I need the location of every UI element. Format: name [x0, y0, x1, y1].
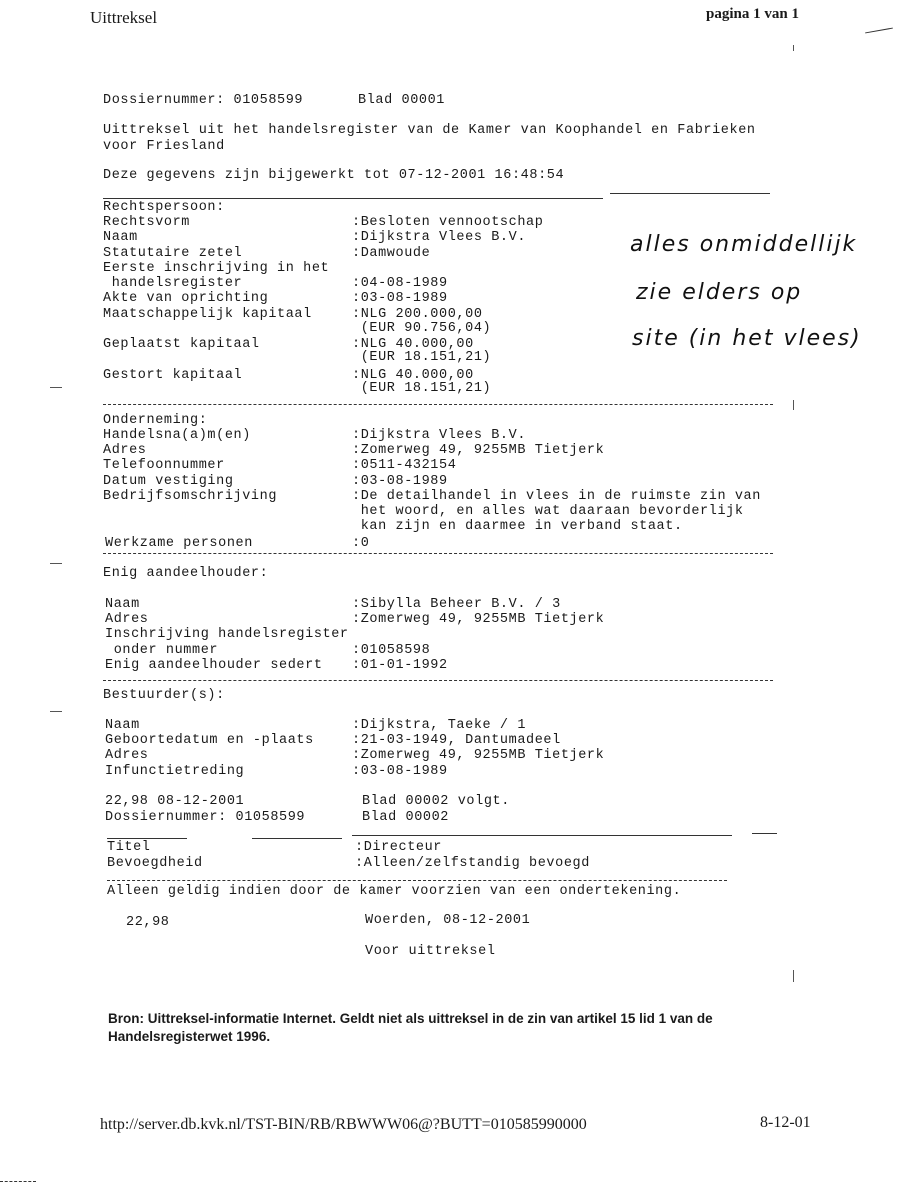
blad-number: Blad 00001: [358, 93, 446, 108]
validity-note: Alleen geldig indien door de kamer voorzien van een ondertekening.: [107, 884, 682, 899]
handwritten-note-line-2: zie elders op: [636, 280, 803, 305]
print-page-indicator: pagina 1 van 1: [706, 6, 799, 22]
bron-disclaimer: Bron: Uittreksel-informatie Internet. Geldt niet als uittreksel in de zin van artikel 15 lid 1 van de Handelsregisterwet 1996.: [108, 1011, 713, 1044]
field-label: Naam: [105, 597, 140, 612]
field-value: :Besloten vennootschap: [352, 215, 544, 230]
field-value: :Dijkstra Vlees B.V.: [352, 428, 527, 443]
scan-mark: [793, 400, 794, 410]
workers-label: Werkzame personen: [105, 536, 253, 551]
print-footer-url: http://server.db.kvk.nl/TST-BIN/RB/RBWWW06@?BUTT=010585990000: [100, 1116, 587, 1133]
field-label: onder nummer: [105, 642, 219, 658]
field-label: Eerste inschrijving in het: [103, 261, 330, 276]
section-heading-bestuurder: Bestuurder(s):: [103, 688, 225, 703]
scan-mark: [865, 28, 893, 34]
field-label: Titel: [107, 840, 151, 855]
field-label: Statutaire zetel: [103, 246, 243, 261]
field-label: Adres: [103, 443, 147, 459]
field-label: Handelsna(a)m(en): [103, 428, 251, 443]
field-value: :03-08-1989: [352, 291, 448, 306]
divider: [107, 880, 727, 881]
field-value: :Dijkstra, Taeke / 1: [352, 718, 527, 733]
field-label: Adres: [105, 612, 149, 628]
workers-value: :0: [352, 536, 370, 551]
divider: [103, 553, 773, 554]
pagebreak-dossier: Dossiernummer: 01058599: [105, 810, 306, 825]
divider: [352, 835, 732, 836]
field-label: Adres: [105, 748, 149, 764]
field-label: Bevoegdheid: [107, 855, 203, 871]
handwritten-note-line-3: site (in het vlees): [632, 326, 862, 351]
field-label: Akte van oprichting: [103, 291, 269, 306]
field-value: het woord, en alles wat daaraan bevorderlijk: [352, 504, 744, 519]
field-value: :NLG 40.000,00: [352, 368, 474, 383]
field-value: :NLG 40.000,00: [352, 337, 474, 352]
scan-mark: [50, 563, 62, 564]
scan-mark: [50, 387, 62, 388]
field-value: (EUR 18.151,21): [352, 350, 492, 365]
voor-uittreksel: Voor uittreksel: [365, 944, 496, 959]
divider: [107, 838, 187, 839]
handwritten-note-line-1: alles onmiddellijk: [630, 232, 858, 257]
field-value: :Zomerweg 49, 9255MB Tietjerk: [352, 748, 605, 764]
field-value: :Dijkstra Vlees B.V.: [352, 230, 527, 245]
scan-mark: [793, 970, 794, 982]
field-value: :De detailhandel in vlees in de ruimste zin van: [352, 488, 761, 504]
field-value: :Sibylla Beheer B.V. / 3: [352, 597, 561, 612]
intro-line-1: Uittreksel uit het handelsregister van de Kamer van Koophandel en Fabrieken: [103, 123, 756, 138]
field-label: Geplaatst kapitaal: [103, 337, 260, 352]
field-label: Geboortedatum en -plaats: [105, 733, 314, 749]
field-label: Inschrijving handelsregister: [105, 627, 349, 643]
divider: [610, 193, 770, 194]
field-value: :Alleen/zelfstandig bevoegd: [355, 855, 590, 871]
intro-line-2: voor Friesland: [103, 139, 225, 154]
section-heading-rechtspersoon: Rechtspersoon:: [103, 200, 225, 215]
updated-line: Deze gegevens zijn bijgewerkt tot 07-12-2001 16:48:54: [103, 168, 565, 183]
field-value: (EUR 90.756,04): [352, 321, 492, 336]
field-label: Datum vestiging: [103, 473, 234, 489]
field-label: Infunctietreding: [105, 763, 245, 779]
field-value: :01058598: [352, 642, 431, 658]
scan-mark: [793, 45, 794, 51]
dossier-number: Dossiernummer: 01058599: [103, 93, 304, 108]
field-value: :03-08-1989: [352, 763, 448, 779]
field-value: :01-01-1992: [352, 657, 448, 673]
scan-mark: [0, 1181, 36, 1182]
pagebreak-blad: Blad 00002: [362, 810, 450, 825]
field-value: :NLG 200.000,00: [352, 307, 483, 322]
field-value: :Directeur: [355, 840, 443, 855]
field-label: Enig aandeelhouder sedert: [105, 657, 323, 673]
print-header-title: Uittreksel: [90, 8, 158, 27]
divider: [103, 404, 773, 405]
field-value: :Zomerweg 49, 9255MB Tietjerk: [352, 443, 605, 459]
divider: [103, 680, 773, 681]
field-label: Bedrijfsomschrijving: [103, 488, 278, 504]
field-value: :03-08-1989: [352, 473, 448, 489]
field-label: Naam: [105, 718, 140, 733]
field-label: Telefoonnummer: [103, 458, 225, 474]
field-value: (EUR 18.151,21): [352, 381, 492, 396]
field-value: :04-08-1989: [352, 276, 448, 291]
fee-amount: 22,98: [126, 915, 170, 930]
field-label: handelsregister: [103, 276, 243, 291]
pagebreak-next-blad: Blad 00002 volgt.: [362, 794, 510, 809]
divider: [252, 838, 342, 839]
field-value: :Damwoude: [352, 246, 431, 261]
scan-mark: [50, 711, 62, 712]
field-label: Maatschappelijk kapitaal: [103, 307, 312, 322]
section-heading-onderneming: Onderneming:: [103, 413, 208, 428]
divider: [103, 198, 603, 199]
pagebreak-price-date: 22,98 08-12-2001: [105, 794, 245, 809]
field-label: Rechtsvorm: [103, 215, 191, 230]
section-heading-aandeelhouder: Enig aandeelhouder:: [103, 566, 269, 581]
field-label: Gestort kapitaal: [103, 368, 243, 383]
field-value: :Zomerweg 49, 9255MB Tietjerk: [352, 612, 605, 628]
field-label: Naam: [103, 230, 138, 245]
place-date: Woerden, 08-12-2001: [365, 913, 531, 928]
divider: [752, 833, 777, 834]
print-footer-date: 8-12-01: [760, 1114, 811, 1131]
field-value: :21-03-1949, Dantumadeel: [352, 733, 561, 749]
field-value: :0511-432154: [352, 458, 457, 474]
field-value: kan zijn en daarmee in verband staat.: [352, 519, 683, 535]
